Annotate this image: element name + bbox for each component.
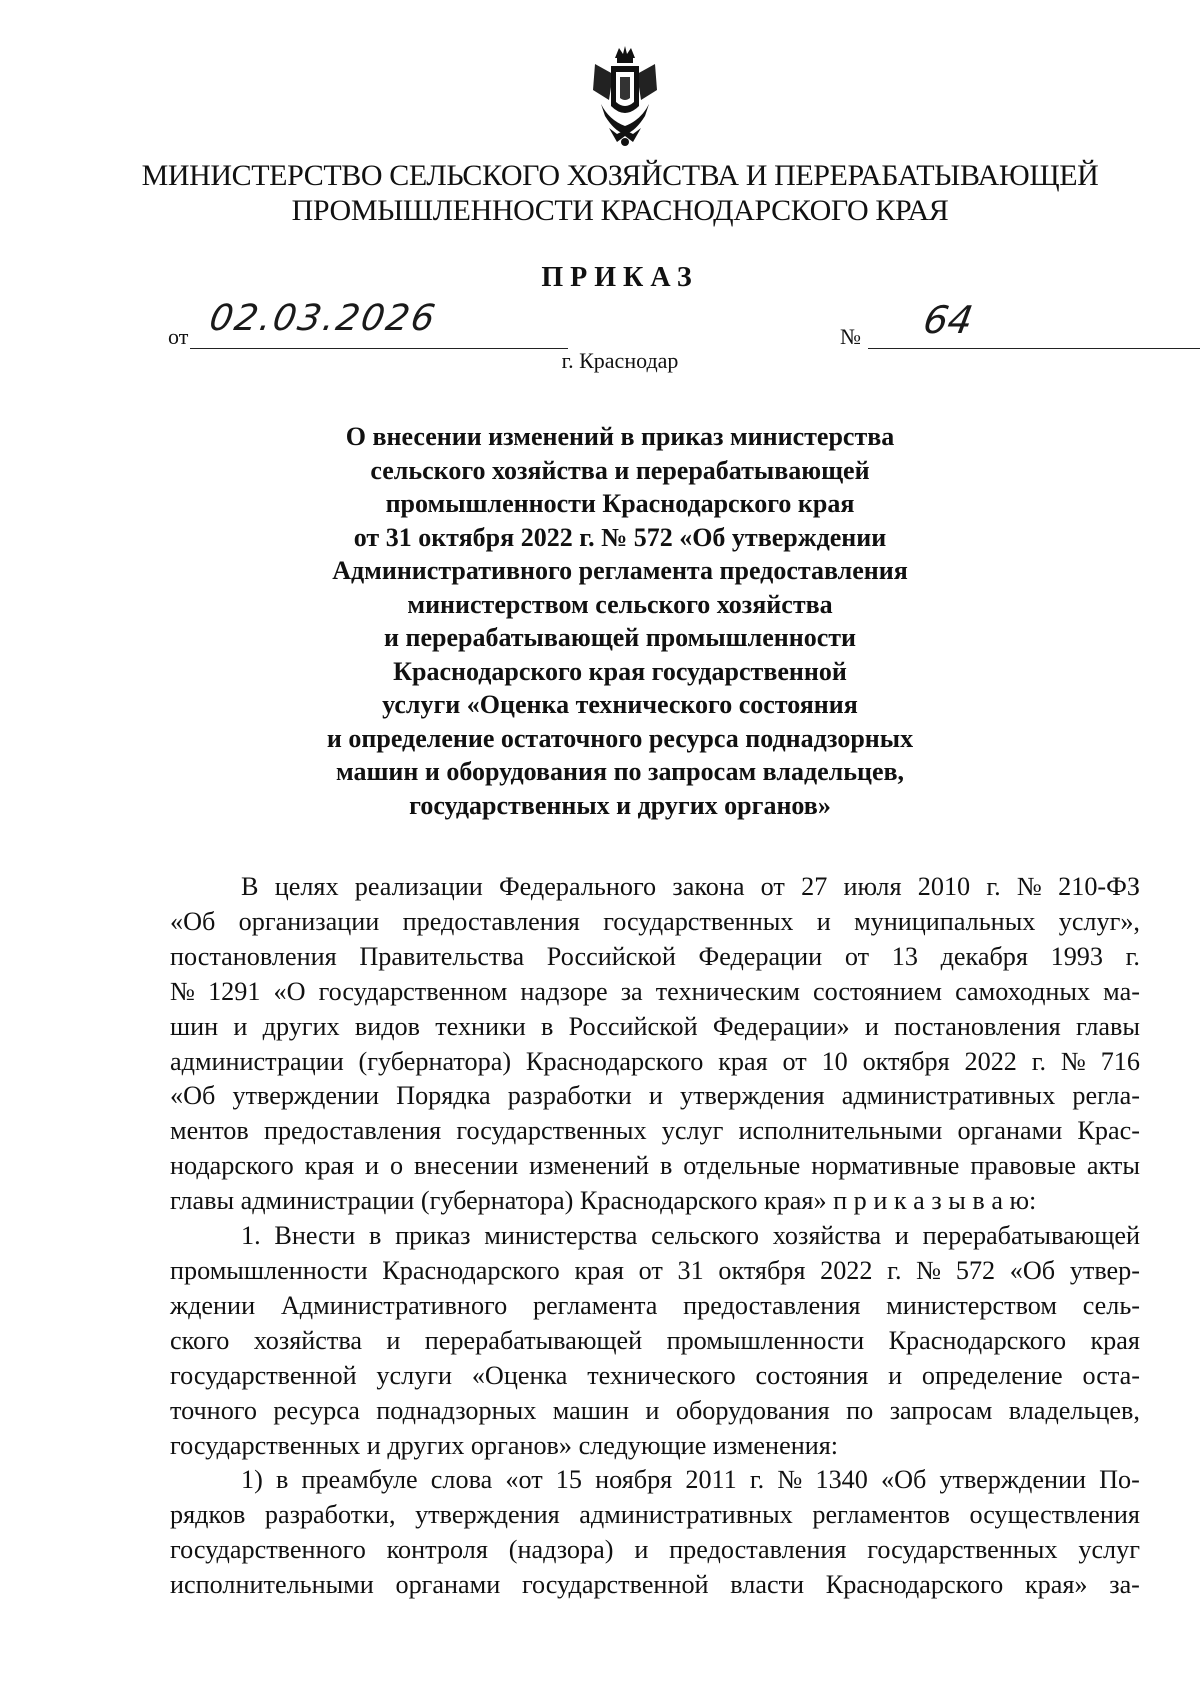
body-word: края» [763,1186,834,1216]
body-word: Федерации [698,941,823,971]
body-line [170,1079,1140,1114]
body-word: и [645,1395,660,1425]
body-word: административных [841,1081,1056,1111]
body-word: сель- [1082,1290,1140,1320]
body-line [170,940,1140,975]
body-word: регла- [1072,1081,1140,1111]
body-word: ского [170,1325,230,1355]
body-line [170,1114,1140,1149]
body-word: г. [1031,1046,1047,1076]
body-word: целях [274,872,339,901]
body-word: края [1090,1325,1140,1355]
body-word: Российской [568,1011,698,1041]
body-word: 2010 [917,872,971,901]
body-word: государственных [603,906,794,936]
body-word: муниципальных [854,906,1036,936]
body-word: В [241,872,259,901]
body-line [170,905,1140,940]
document-type-title: ПРИКАЗ [541,262,699,293]
body-word: о [389,1151,404,1181]
body-word: Внести [274,1221,356,1251]
body-word: декабря [940,941,1028,971]
body-line [170,870,1140,905]
body-word: Краснодарского [888,1325,1067,1355]
body-word: регламентов [812,1500,950,1530]
body-word: владельцев, [1008,1395,1140,1425]
body-word: исполнительными [738,1116,943,1146]
body-word: перерабатывающей [424,1325,643,1355]
body-word: предоставления [669,1535,847,1565]
body-word: № [916,1255,942,1285]
body-word: (губернатора) [358,1046,512,1076]
body-word: Краснодарского [579,1186,764,1216]
body-word: а [913,1186,932,1216]
body-word: утверждения [680,1081,825,1111]
body-word: оста- [1082,1360,1140,1390]
heading-line: от 31 октября 2022 г. № 572 «Об утверждении [353,522,887,552]
body-line [170,1289,1140,1324]
body-word: государственной [170,1360,357,1390]
body-word: Крас- [1077,1116,1140,1146]
body-word: по [846,1395,874,1425]
body-word: организации [238,906,380,936]
body-word: и [648,1081,663,1111]
body-line [170,1324,1140,1359]
body-word: точного [170,1395,257,1425]
body-word: самоходных [955,976,1091,1006]
body-word: Административного [280,1290,508,1320]
body-word: техническим [655,976,800,1006]
body-word: 2022 [820,1255,873,1285]
body-word: г. [986,872,1001,901]
heading-line: О внесении изменений в приказ министерства [345,422,895,451]
body-word: закона [672,872,745,901]
body-word: а [991,1186,1010,1216]
body-word: ю: [1009,1186,1037,1216]
body-word: нодарского [170,1151,294,1181]
body-word: и [816,906,831,936]
body-word: в [541,1011,554,1041]
body-word: края [304,1151,355,1181]
body-word: изменений [529,1151,650,1181]
body-word: хозяйства [772,1221,882,1251]
body-word: (губернатора) [420,1186,580,1216]
heading-line: и перерабатывающей промышленности [383,623,857,652]
body-word: приказ [395,1221,471,1251]
body-word: слова [430,1465,493,1495]
body-word: машин [552,1395,629,1425]
body-word: «Об [880,1465,927,1495]
body-word: государственном [318,976,508,1006]
body-word: ментов [170,1116,249,1146]
order-body [170,870,1140,1603]
body-word: видов [354,1011,421,1041]
body-word: государственной [521,1570,709,1600]
number-prefix: № [840,324,861,349]
body-word: техники [435,1011,526,1041]
body-word: Федерального [498,872,657,901]
body-word: По- [1099,1465,1140,1495]
body-word: утвер- [1069,1255,1140,1285]
body-word: рядков [170,1500,246,1530]
body-word: администрации [170,1046,344,1076]
heading-line: министерством сельского хозяйства [407,589,833,619]
body-word: перерабатывающей [922,1221,1140,1251]
body-word: реализации [354,872,483,901]
body-word: 1) [241,1465,263,1495]
heading-line: Административного регламента предоставления [332,556,908,585]
body-word: № [1060,1046,1086,1076]
body-word: края» [1024,1570,1088,1600]
body-word: министерства [484,1221,638,1251]
body-word: промышленности [666,1325,865,1355]
body-word: края [718,1046,768,1076]
coat-of-arms-emblem [587,44,663,148]
body-line [170,1359,1140,1394]
body-word: государственного [170,1535,366,1565]
body-line [170,1149,1140,1184]
body-line [170,975,1140,1010]
heading-line: машин и оборудования по запросам владельцев, [335,757,905,786]
ministry-name-line: ПРОМЫШЛЕННОСТИ КРАСНОДАРСКОГО КРАЯ [291,194,949,227]
body-word: регламента [532,1290,658,1320]
heading-line: промышленности Краснодарского края [385,489,855,518]
body-word: з [931,1186,949,1216]
body-word: органами [395,1570,501,1600]
handwritten-number: 64 [920,298,977,342]
body-word: и [894,1221,909,1251]
body-word: и [386,1325,401,1355]
body-word: состоянием [813,976,942,1006]
body-word: от [782,1046,807,1076]
body-word: 31 [677,1255,704,1285]
body-word: и [365,1151,380,1181]
body-word: других [262,1011,340,1041]
body-word: п [833,1186,854,1216]
body-word: исполнительными [170,1570,374,1600]
body-word: 2011 [685,1465,737,1495]
body-word: внесении [413,1151,519,1181]
body-word: государственных [867,1535,1058,1565]
body-word: 716 [1100,1046,1140,1076]
body-word: хозяйства [253,1325,362,1355]
date-number-row [168,298,1188,354]
body-word: ноября [595,1465,673,1495]
body-word: г. [1125,941,1140,971]
body-word: 1291 [208,976,261,1006]
body-word: и [233,1011,248,1041]
body-word: 10 [821,1046,848,1076]
body-line [170,1254,1140,1289]
body-word: октября [718,1255,806,1285]
heading-line: Краснодарского края государственной [393,656,847,686]
body-word: административных [579,1500,793,1530]
emblem-icon [587,44,663,148]
city-name: г. Краснодар [561,348,679,373]
body-word: «от [505,1465,543,1495]
body-word: Российской [546,941,676,971]
body-word: от [844,941,870,971]
body-word: 1. [241,1221,261,1251]
body-word: оборудования [675,1395,830,1425]
body-word: органов» [470,1430,579,1460]
body-word: р [853,1186,874,1216]
body-word: осуществления [969,1500,1140,1530]
body-word: Правительства [359,941,525,971]
body-word: в [368,1221,382,1251]
heading-line: услуги «Оценка технического состояния [382,690,858,719]
heading-line: государственных и других органов» [409,790,831,820]
body-word: поднадзорных [376,1395,537,1425]
body-word: нормативные [811,1151,960,1181]
body-word: от [760,872,785,901]
heading-line: сельского хозяйства и перерабатывающей [370,455,870,485]
body-word: технического [587,1360,736,1390]
body-line [170,1429,1140,1464]
body-word: состояния [755,1360,869,1390]
body-word: в [275,1465,289,1495]
body-word: и [366,1430,388,1460]
body-word: 1340 [815,1465,868,1495]
body-word: в [659,1151,673,1181]
body-line [170,1219,1140,1254]
body-word: г. [887,1255,902,1285]
body-line [170,1010,1140,1045]
body-word: № [1016,872,1042,901]
body-word: июля [843,872,902,901]
body-word: других [387,1430,471,1460]
body-word: г. [749,1465,765,1495]
handwritten-date: 02.03.2026 [206,298,440,339]
body-word: в [972,1186,992,1216]
body-word: Федерации» [712,1011,850,1041]
body-word: министерством [886,1290,1057,1320]
body-word: контроля [386,1535,488,1565]
body-word: правовые [970,1151,1076,1181]
body-word: края [574,1255,624,1285]
body-word: следующие [578,1430,713,1460]
body-word: и [888,1360,903,1390]
body-word: предоставления [402,906,580,936]
body-word: к [893,1186,914,1216]
heading-line: и определение остаточного ресурса поднадзорных [326,723,914,753]
body-word: органами [957,1116,1063,1146]
body-word: октября [862,1046,950,1076]
body-word: № [777,1465,803,1495]
body-word: 1993 [1050,941,1103,971]
body-word: «Об [170,906,216,936]
body-word: утверждении [939,1465,1086,1495]
body-word: ресурса [273,1395,360,1425]
body-word: разработки [507,1081,632,1111]
body-word: утверждении [232,1081,380,1111]
body-word: Краснодарского [825,1570,1004,1600]
body-word: 27 [801,872,828,901]
body-word: ы [948,1186,973,1216]
body-word: «Об [1009,1255,1056,1285]
body-word: 572 [955,1255,996,1285]
body-word: ма- [1103,976,1140,1006]
body-word: администрации [240,1186,421,1216]
body-word: запросам [889,1395,993,1425]
body-word: утверждения [415,1500,560,1530]
body-word: 15 [555,1465,582,1495]
body-word: сельского [651,1221,760,1251]
body-word: предоставления [683,1290,861,1320]
body-word: за- [1109,1570,1140,1600]
body-word: и [634,1535,649,1565]
body-word: постановления [170,941,337,971]
body-word: № [170,976,195,1006]
body-word: надзоре [520,976,608,1006]
body-word: «О [273,976,306,1006]
body-word: Краснодарского [382,1255,560,1285]
body-line [170,1394,1140,1429]
body-word: «Об [170,1081,216,1111]
order-heading [200,420,1040,822]
body-word: определение [921,1360,1063,1390]
body-word: от [638,1255,663,1285]
body-word: государственных [170,1430,367,1460]
body-word: Краснодарского [525,1046,704,1076]
body-word: за [620,976,643,1006]
body-word: 2022 [964,1046,1017,1076]
body-word: промышленности [170,1255,368,1285]
body-word: «Оценка [471,1360,568,1390]
ministry-name [100,158,1140,228]
body-word: 210-ФЗ [1058,872,1140,901]
body-word: услуг [661,1116,724,1146]
body-word: разработки, [264,1500,396,1530]
body-word: предоставления [263,1116,442,1146]
body-word: 13 [891,941,918,971]
body-word: услуг [1078,1535,1140,1565]
body-word: услуги [376,1360,453,1390]
body-word: постановления [894,1011,1061,1041]
body-word: власти [730,1570,805,1600]
body-word: акты [1086,1151,1140,1181]
body-line [170,1463,1140,1498]
body-line [170,1533,1140,1568]
body-word: преамбуле [301,1465,418,1495]
body-line [170,1568,1140,1603]
body-line [170,1184,1140,1219]
body-line [170,1498,1140,1533]
body-word: главы [170,1186,241,1216]
body-word: и [873,1186,894,1216]
ministry-name-line: МИНИСТЕРСТВО СЕЛЬСКОГО ХОЗЯЙСТВА И ПЕРЕРАБАТЫВАЮЩЕЙ [141,159,1099,192]
body-word: изменения: [712,1430,839,1460]
date-prefix: от [168,324,189,349]
body-line [170,1045,1140,1080]
body-word: (надзора) [508,1535,614,1565]
body-word: государственных [456,1116,647,1146]
body-word: и [864,1011,879,1041]
body-word: главы [1075,1011,1140,1041]
body-word: услуг», [1058,906,1140,936]
body-word: Порядка [396,1081,491,1111]
body-word: шин [170,1011,219,1041]
body-word: отдельные [683,1151,801,1181]
body-word: ждении [170,1290,256,1320]
